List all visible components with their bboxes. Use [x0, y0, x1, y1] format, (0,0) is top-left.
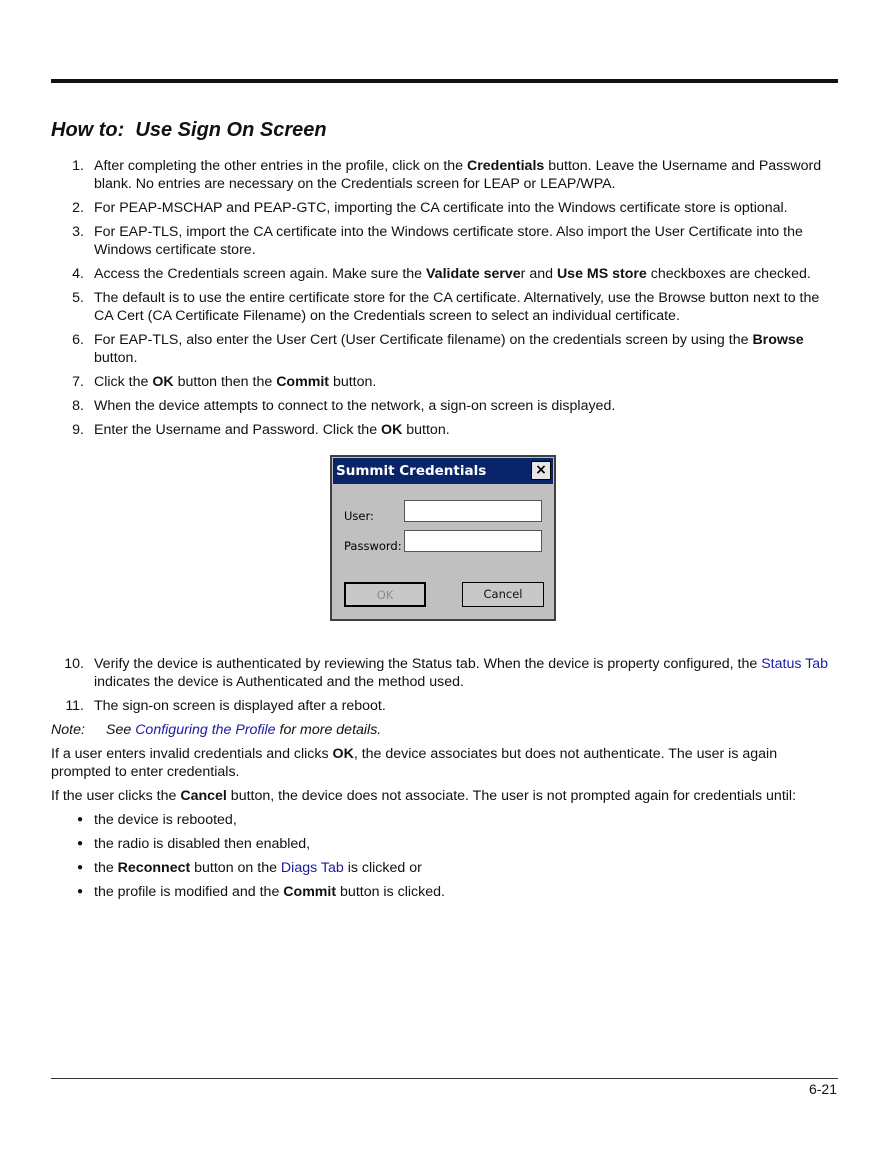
bullet-item: ● the radio is disabled then enabled, [77, 836, 311, 852]
ok-term: OK [381, 422, 403, 438]
close-button[interactable] [531, 461, 551, 480]
note: Note: See Configuring the Profile for more details. [51, 722, 382, 738]
step-number: 4. [72, 266, 84, 282]
close-icon: × [535, 462, 547, 478]
bullet-icon: ● [77, 886, 84, 897]
configuring-profile-link[interactable]: Configuring the Profile [135, 722, 276, 738]
cancel-button[interactable]: Cancel [462, 582, 544, 607]
bullet-icon: ● [77, 838, 84, 849]
commit-term: Commit [283, 884, 337, 900]
step-item: 8. When the device attempts to connect to the network, a sign-on screen is displayed. [51, 397, 839, 415]
steps-list [51, 157, 839, 439]
step-number: 6. [72, 332, 84, 348]
note-label: Note: [51, 722, 85, 738]
paragraph: If a user enters invalid credentials and clicks OK, the device associates but does not authenticate. The user is again prompted to enter credentials. [51, 746, 778, 780]
bullet-item: ● the profile is modified and the Commit button is clicked. [77, 884, 445, 900]
password-label: Password: [344, 539, 402, 553]
step-item: 1. After completing the other entries in the profile, click on the Credentials button. Leave the Username and Password blank. No entries are necessary on the Credentials screen for LEAP or LEAP/WPA. [51, 157, 839, 193]
dialog-title-bar [333, 458, 553, 484]
steps-list-continued [51, 655, 839, 715]
ok-term: OK [152, 374, 174, 390]
commit-term: Commit [276, 374, 329, 390]
footer-rule [51, 1078, 838, 1079]
step-item: 3. For EAP-TLS, import the CA certificate into the Windows certificate store. Also import the User Certificate into the Windows certificate store. [51, 223, 839, 259]
page-number: 6-21 [808, 1081, 837, 1097]
ok-term: OK [332, 746, 354, 762]
bullet-list [51, 811, 839, 901]
use-ms-store-term: Use MS store [556, 266, 647, 282]
bullet-icon: ● [77, 862, 84, 873]
validate-server-term: Validate serve [426, 266, 521, 282]
step-number: 7. [72, 374, 84, 390]
main-content [51, 157, 839, 907]
dialog-figure [51, 445, 839, 655]
credentials-term: Credentials [467, 158, 545, 174]
step-number: 3. [72, 224, 84, 240]
step-number: 8. [72, 398, 84, 414]
summit-credentials-dialog [330, 455, 556, 621]
step-number: 9. [72, 422, 84, 438]
step-item: 7. Click the OK button then the Commit button. [51, 373, 839, 391]
step-item: 11. The sign-on screen is displayed after a reboot. [51, 697, 839, 715]
step-item: 5. The default is to use the entire certificate store for the CA certificate. Alternatively, use the Browse button next to the CA Cert (CA Certificate Filename) on the Credentials screen to select an individual certificate. [51, 289, 839, 325]
step-item: 6. For EAP-TLS, also enter the User Cert (User Certificate filename) on the credentials screen by using the Browse button. [51, 331, 839, 367]
header-rule [51, 79, 838, 83]
status-tab-link[interactable]: Status Tab [761, 656, 828, 672]
bullet-item: ● the device is rebooted, [77, 812, 237, 828]
reconnect-term: Reconnect [117, 860, 191, 876]
step-number: 5. [72, 290, 84, 306]
page-title: How to: Use Sign On Screen [51, 119, 327, 141]
step-number: 10. [64, 656, 84, 672]
user-label: User: [344, 509, 374, 523]
user-input[interactable] [404, 500, 542, 522]
step-item: 9. Enter the Username and Password. Click the OK button. [51, 421, 839, 439]
step-number: 11. [65, 698, 84, 714]
step-number: 1. [72, 158, 84, 174]
password-input[interactable] [404, 530, 542, 552]
bullet-icon: ● [77, 814, 84, 825]
diags-tab-link[interactable]: Diags Tab [280, 860, 344, 876]
cancel-term: Cancel [180, 788, 227, 804]
dialog-title: Summit Credentials [336, 463, 487, 479]
paragraph: If the user clicks the Cancel button, the device does not associate. The user is not prompted again for credentials until: [51, 788, 797, 804]
browse-term: Browse [752, 332, 804, 348]
bullet-item: ● the Reconnect button on the Diags Tab is clicked or [77, 860, 422, 876]
step-number: 2. [72, 200, 84, 216]
step-item: 4. Access the Credentials screen again. Make sure the Validate server and Use MS store checkboxes are checked. [51, 265, 839, 283]
ok-button[interactable]: OK [344, 582, 426, 607]
step-item: 2. For PEAP-MSCHAP and PEAP-GTC, importing the CA certificate into the Windows certificate store is optional. [51, 199, 839, 217]
step-item: 10. Verify the device is authenticated by reviewing the Status tab. When the device is property configured, the Status Tab indicates the device is Authenticated and the method used. [51, 655, 839, 691]
